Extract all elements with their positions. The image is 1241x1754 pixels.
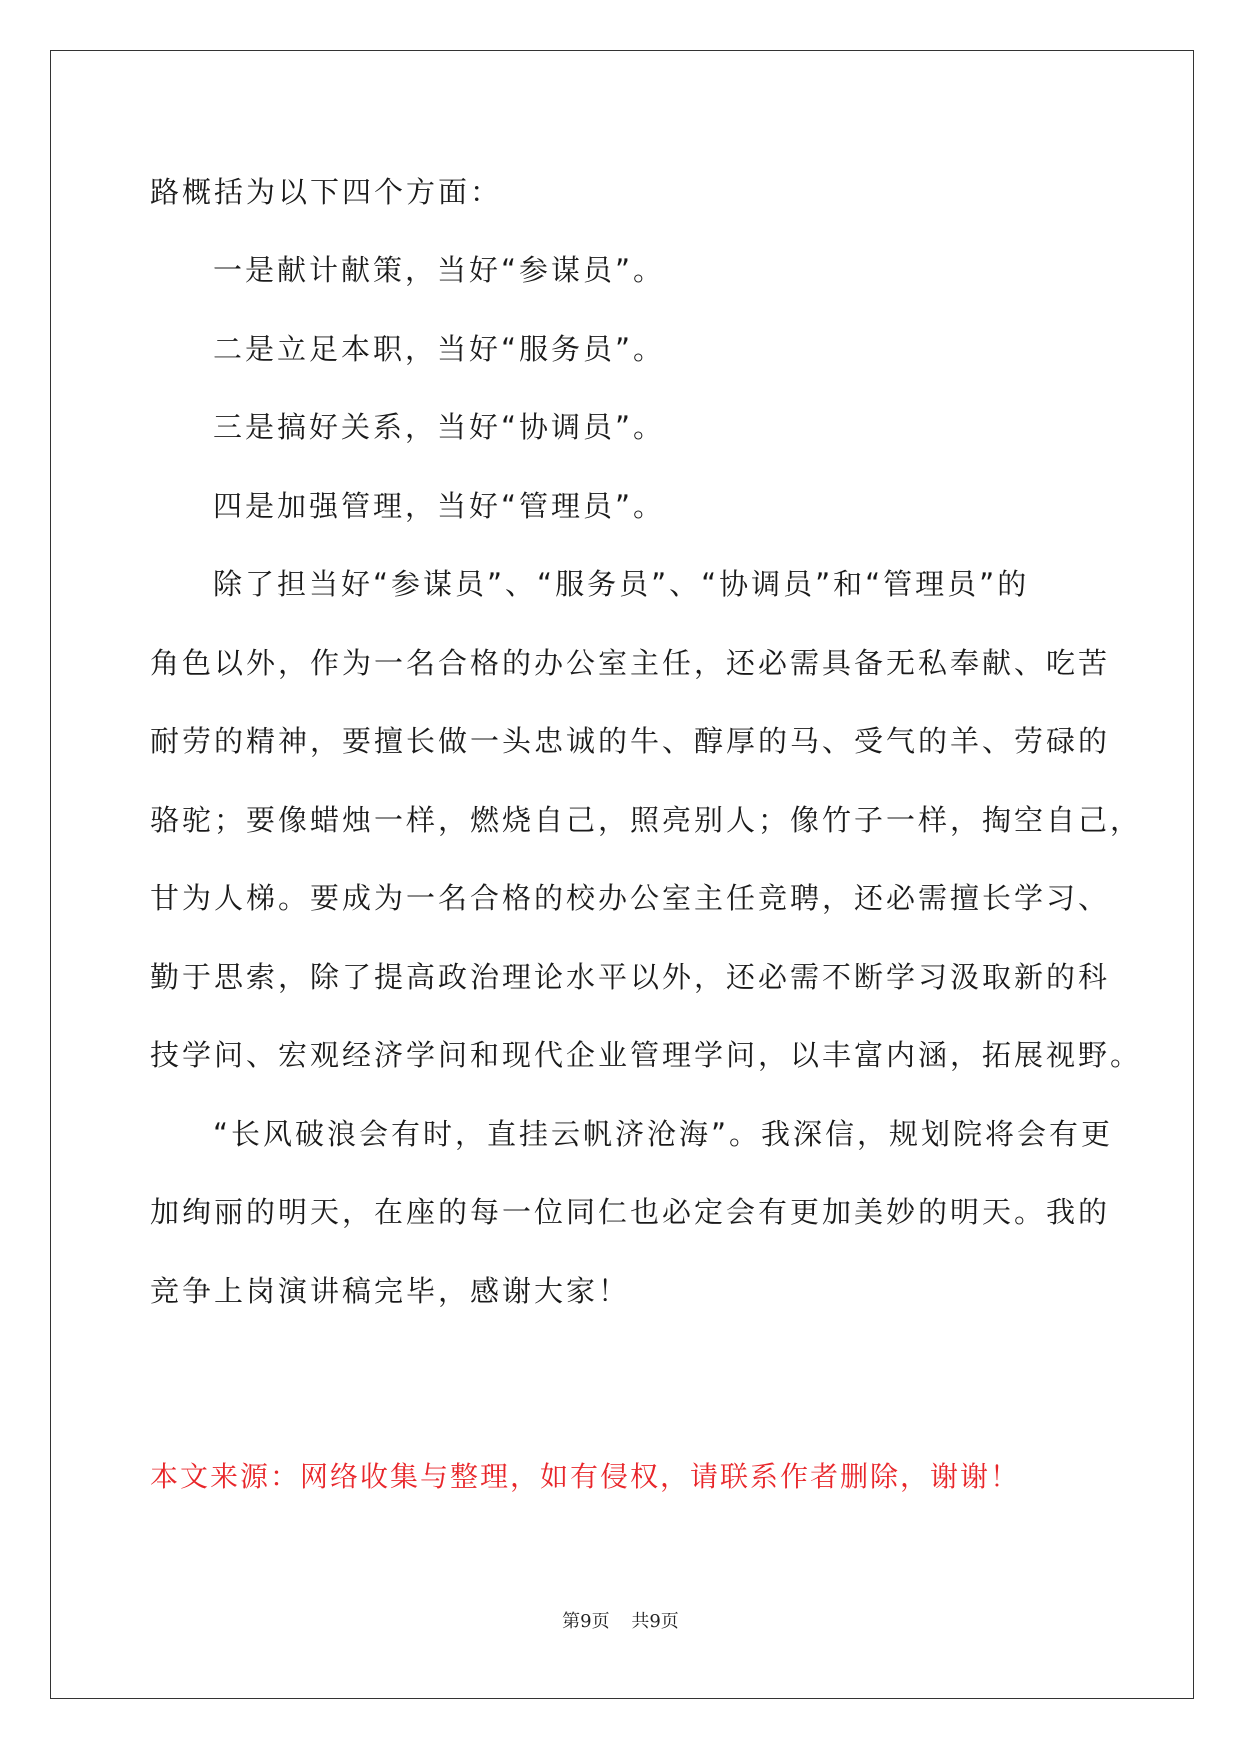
paragraph-line: 耐劳的精神，要擅长做一头忠诚的牛、醇厚的马、受气的羊、劳碌的 (150, 724, 1111, 758)
list-item: 三是搞好关系，当好“协调员”。 (213, 410, 666, 444)
paragraph-line: 骆驼；要像蜡烛一样，燃烧自己，照亮别人；像竹子一样，掏空自己， (150, 803, 1143, 837)
paragraph-line: 路概括为以下四个方面： (150, 175, 503, 209)
paragraph-line: 勤于思索，除了提高政治理论水平以外，还必需不断学习汲取新的科 (150, 960, 1111, 994)
paragraph-line: 除了担当好“参谋员”、“服务员”、“协调员”和“管理员”的 (213, 567, 1030, 601)
paragraph-line: 甘为人梯。要成为一名合格的校办公室主任竞聘，还必需擅长学习、 (150, 881, 1111, 915)
page-border (50, 50, 1194, 1699)
page-number-total: 共9页 (631, 1611, 679, 1632)
list-item: 一是献计献策，当好“参谋员”。 (213, 253, 666, 287)
list-item: 二是立足本职，当好“服务员”。 (213, 332, 666, 366)
paragraph-line: 角色以外，作为一名合格的办公室主任，还必需具备无私奉献、吃苦 (150, 646, 1111, 680)
paragraph-line: 竞争上岗演讲稿完毕，感谢大家！ (150, 1274, 631, 1308)
paragraph-line: 加绚丽的明天，在座的每一位同仁也必定会有更加美妙的明天。我的 (150, 1195, 1111, 1229)
list-item: 四是加强管理，当好“管理员”。 (213, 489, 666, 523)
paragraph-line: 技学问、宏观经济学问和现代企业管理学问，以丰富内涵，拓展视野。 (150, 1038, 1143, 1072)
page-number-current: 第9页 (562, 1611, 610, 1632)
source-note: 本文来源：网络收集与整理，如有侵权，请联系作者删除，谢谢！ (150, 1460, 1021, 1493)
paragraph-line: “长风破浪会有时，直挂云帆济沧海”。我深信，规划院将会有更 (213, 1117, 1114, 1151)
page-footer (0, 1610, 1241, 1634)
